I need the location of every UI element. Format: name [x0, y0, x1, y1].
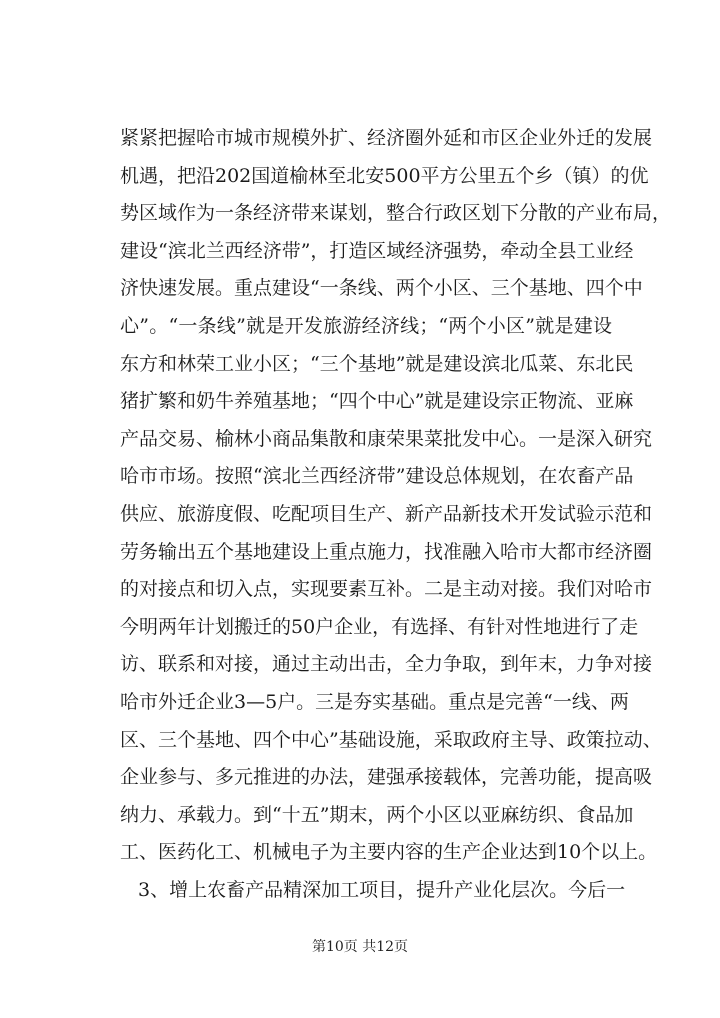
text-line: 今明两年计划搬迁的50户企业，有选择、有针对性地进行了走 [120, 615, 639, 638]
text-line: 的对接点和切入点，实现要素互补。二是主动对接。我们对哈市 [120, 578, 653, 601]
text-line: 工、医药化工、机械电子为主要内容的生产企业达到10个以上。 [120, 841, 658, 864]
body-text [120, 120, 672, 909]
text-line: 哈市外迁企业3—5户。三是夯实基础。重点是完善“一线、两 [120, 690, 629, 713]
text-line: 劳务输出五个基地建设上重点施力，找准融入哈市大都市经济圈 [120, 540, 653, 563]
text-line: 势区域作为一条经济带来谋划，整合行政区划下分散的产业布局， [120, 202, 672, 225]
text-line: 猪扩繁和奶牛养殖基地；“四个中心”就是建设宗正物流、亚麻 [120, 390, 634, 413]
page-footer: 第10页 共12页 [311, 939, 409, 955]
text-line: 企业参与、多元推进的办法，建强承接载体，完善功能，提高吸 [120, 766, 653, 789]
text-line: 建设“滨北兰西经济带”，打造区域经济强势，牵动全县工业经 [120, 239, 634, 262]
text-line: 紧紧把握哈市城市规模外扩、经济圈外延和市区企业外迁的发展 [120, 127, 653, 149]
text-line: 供应、旅游度假、吃配项目生产、新产品新技术开发试验示范和 [120, 502, 653, 525]
text-line: 东方和林荣工业小区；“三个基地”就是建设滨北瓜菜、东北民 [120, 352, 634, 375]
text-line: 机遇，把沿202国道榆林至北安500平方公里五个乡（镇）的优 [120, 164, 649, 187]
text-line: 区、三个基地、四个中心”基础设施，采取政府主导、政策拉动、 [120, 728, 662, 751]
text-line: 访、联系和对接，通过主动出击，全力争取，到年末，力争对接 [120, 653, 653, 676]
text-line: 心”。“一条线”就是开发旅游经济线；“两个小区”就是建设 [120, 314, 612, 337]
text-line: 3、增上农畜产品精深加工项目，提升产业化层次。今后一 [138, 878, 626, 901]
text-line: 哈市市场。按照“滨北兰西经济带”建设总体规划，在农畜产品 [120, 465, 634, 488]
text-line: 纳力、承载力。到“十五”期末，两个小区以亚麻纺织、食品加 [120, 803, 634, 826]
text-line: 产品交易、榆林小商品集散和康荣果菜批发中心。一是深入研究 [120, 427, 653, 450]
text-line: 济快速发展。重点建设“一条线、两个小区、三个基地、四个中 [120, 277, 643, 300]
